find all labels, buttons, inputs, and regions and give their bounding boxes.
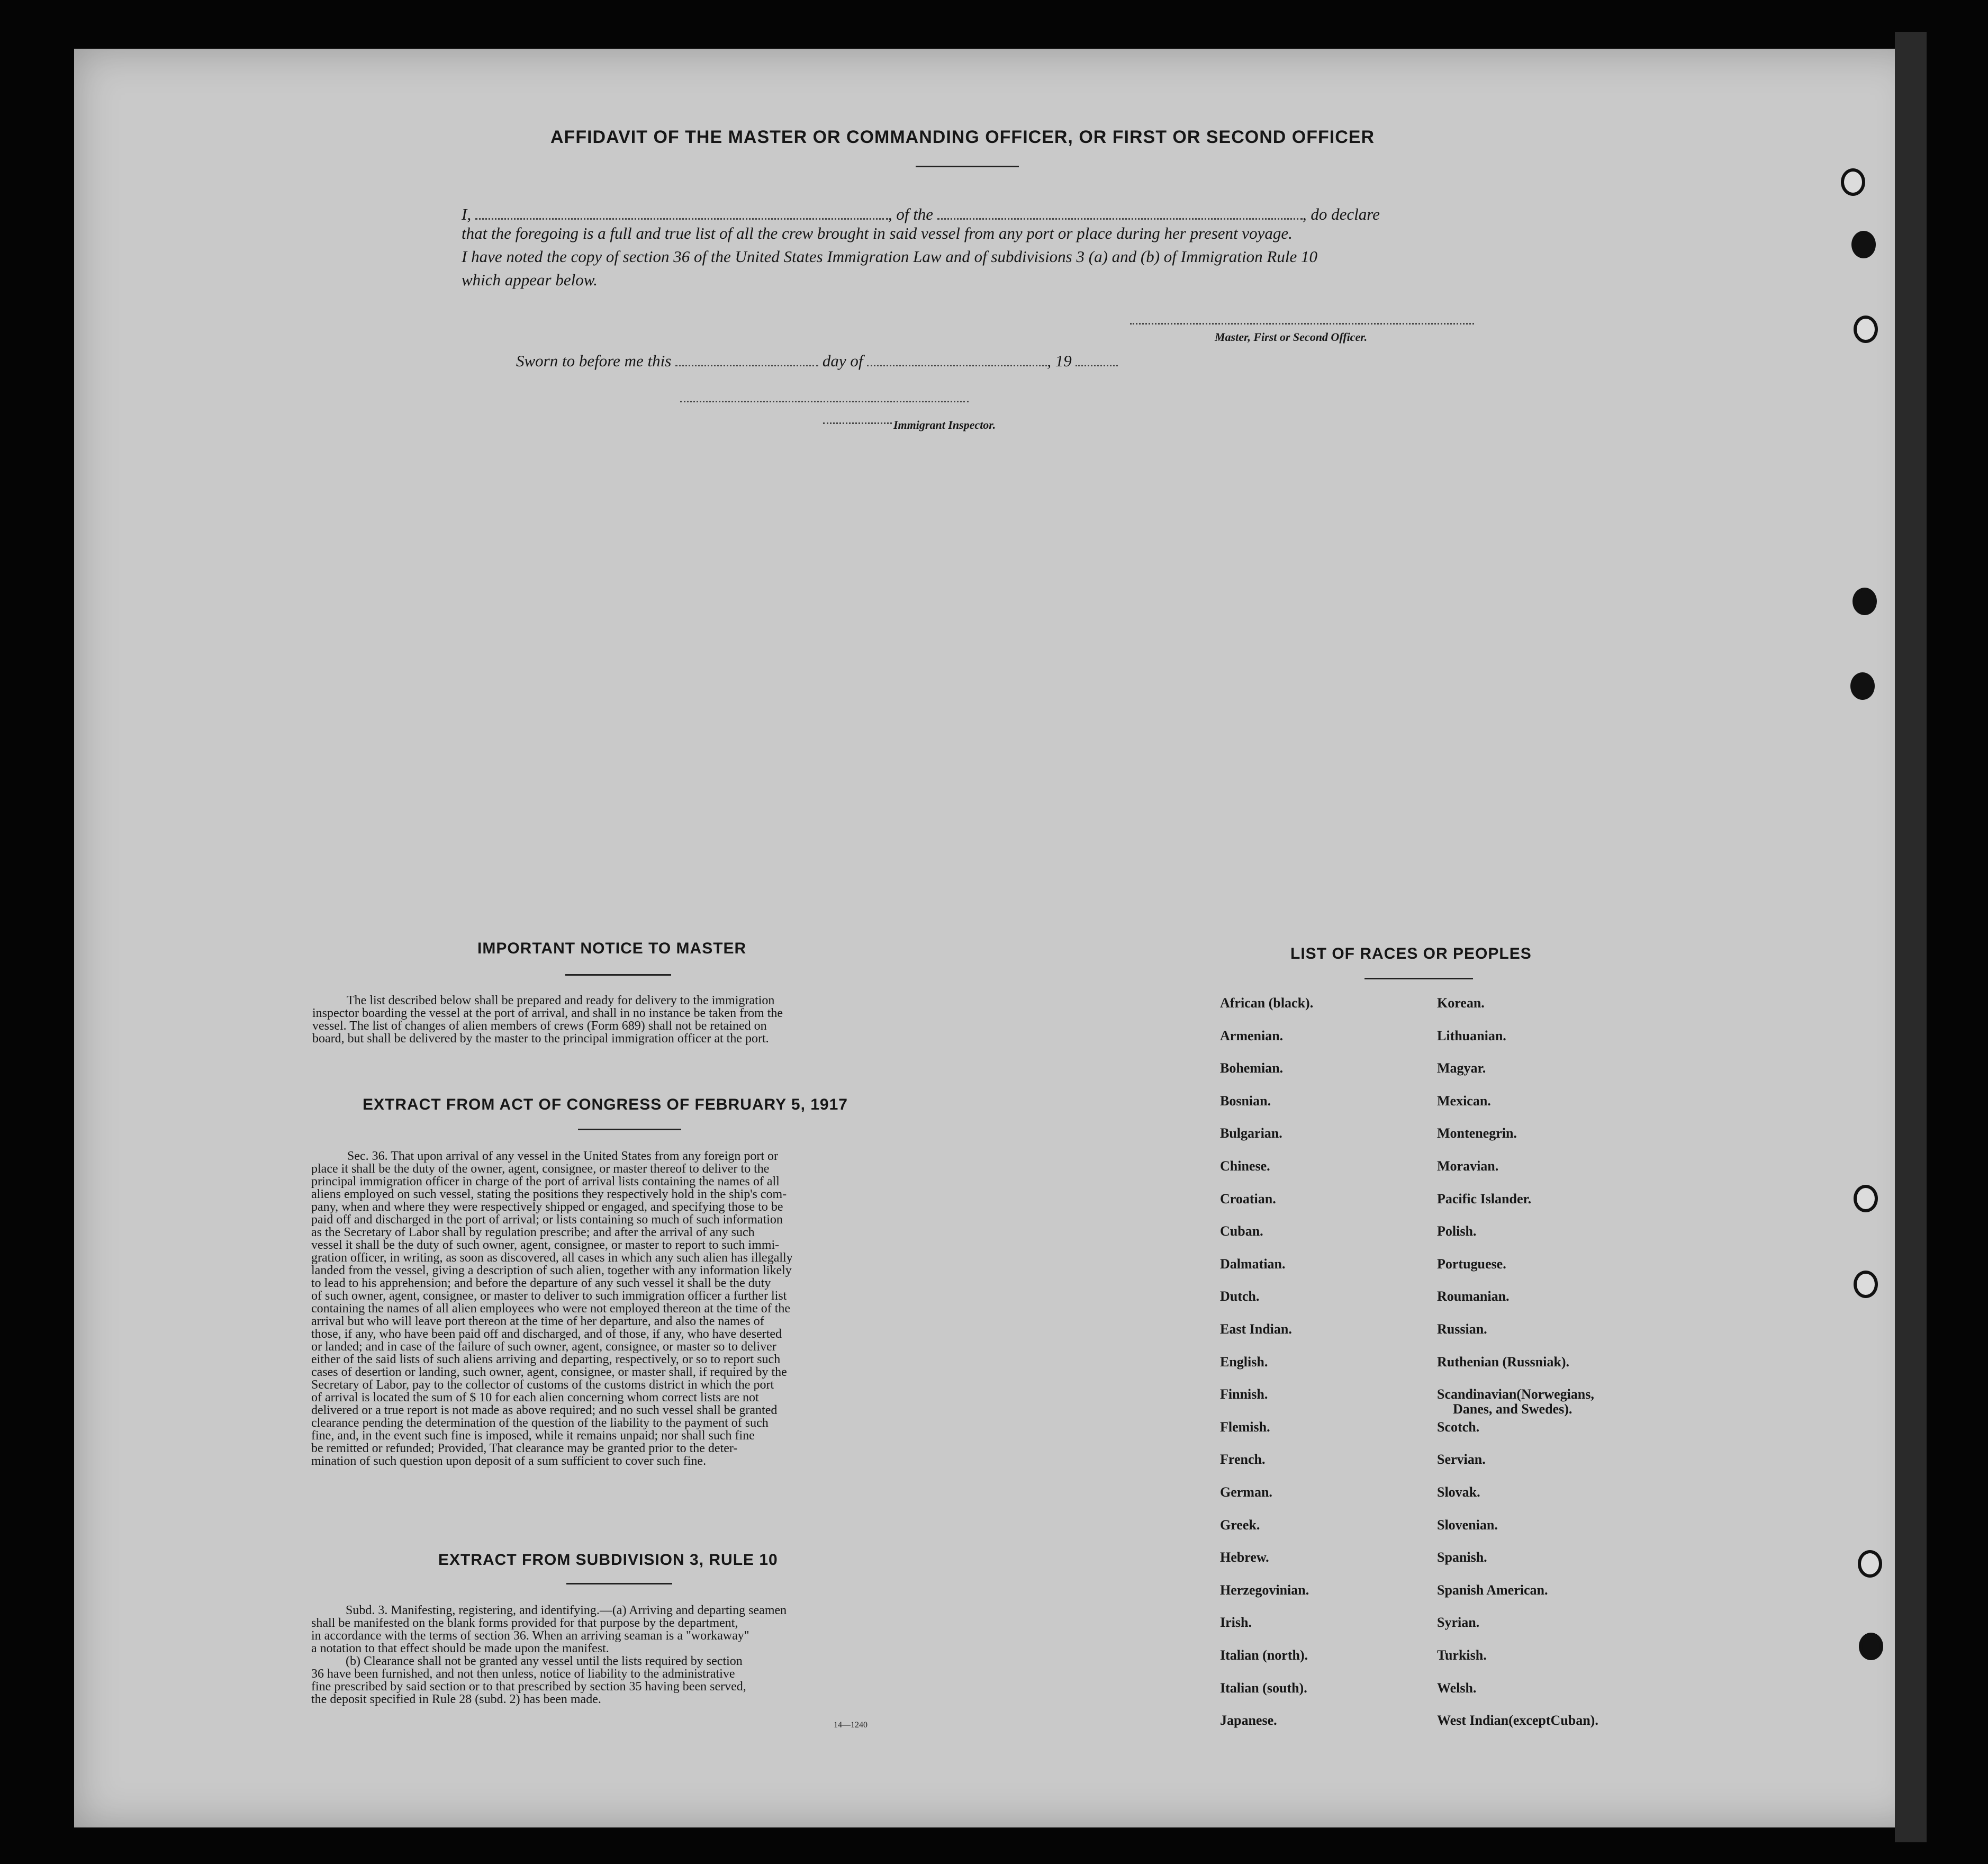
race-item: Syrian. xyxy=(1437,1615,1480,1631)
affidavit-of-the: , of the xyxy=(888,205,934,223)
rule-line: the deposit specified in Rule 28 (subd. 2) has been made. xyxy=(311,1692,601,1706)
affidavit-declare: , do declare xyxy=(1302,205,1380,223)
race-item: Chinese. xyxy=(1220,1158,1270,1174)
race-item: Russian. xyxy=(1437,1321,1487,1337)
race-item: Italian (south). xyxy=(1220,1680,1307,1696)
binder-hole-icon xyxy=(1854,1271,1878,1298)
race-item: Welsh. xyxy=(1437,1680,1477,1696)
notice-body xyxy=(312,994,929,1045)
act-title: EXTRACT FROM ACT OF CONGRESS OF FEBRUARY 5, 1917 xyxy=(363,1096,848,1113)
race-item: Flemish. xyxy=(1220,1419,1270,1435)
rule-line: (b) Clearance shall not be granted any vessel until the lists required by section xyxy=(346,1654,743,1668)
race-item: Bulgarian. xyxy=(1220,1125,1282,1141)
race-item: English. xyxy=(1220,1354,1268,1370)
act-line: gration officer, in writing, as soon as discovered, all cases in which any such alien has illegally xyxy=(311,1251,793,1265)
race-item: Pacific Islander. xyxy=(1437,1191,1532,1206)
race-item: East Indian. xyxy=(1220,1321,1292,1337)
sworn-month-blank[interactable] xyxy=(867,347,1047,366)
act-line: of such owner, agent, consignee, or master to deliver to such immigration officer a further list xyxy=(311,1289,787,1303)
act-line: pany, when and where they were respectively shipped or engaged, and specifying those to be xyxy=(311,1200,783,1214)
race-item: Dutch. xyxy=(1220,1289,1260,1304)
race-item: West Indian(exceptCuban). xyxy=(1437,1713,1598,1728)
race-item: Turkish. xyxy=(1437,1647,1487,1663)
act-line: Secretary of Labor, pay to the collector of customs of the customs district in which the port xyxy=(311,1378,774,1392)
rule-line: fine prescribed by said section or to that prescribed by section 35 having been served, xyxy=(311,1680,746,1694)
act-line: fine, and, in the event such fine is imposed, while it remains unpaid; nor shall such fine xyxy=(311,1429,755,1443)
race-item: Japanese. xyxy=(1220,1713,1277,1728)
race-item: Moravian. xyxy=(1437,1158,1499,1174)
notice-line: inspector boarding the vessel at the port of arrival, and shall in no instance be taken from the xyxy=(312,1006,783,1020)
notice-title: IMPORTANT NOTICE TO MASTER xyxy=(477,940,747,957)
sworn-line xyxy=(516,347,1118,371)
form-number: 14—1240 xyxy=(834,1721,868,1730)
race-item: Slovenian. xyxy=(1437,1517,1498,1533)
binder-hole-icon xyxy=(1854,316,1878,343)
act-line: containing the names of all alien employees who were not employed thereon at the time of the xyxy=(311,1302,791,1316)
affidavit-line-3: I have noted the copy of section 36 of the United States Immigration Law and of subdivisions 3 (a) and (b) of Immigration Rule 10 xyxy=(462,247,1317,266)
race-item: Croatian. xyxy=(1220,1191,1276,1206)
sworn-day-blank[interactable] xyxy=(675,347,818,366)
race-item: Herzegovinian. xyxy=(1220,1582,1309,1598)
sworn-year-blank[interactable] xyxy=(1076,347,1118,366)
notice-line: The list described below shall be prepared and ready for delivery to the immigration xyxy=(347,994,775,1007)
document-sheet xyxy=(74,49,1921,1827)
sworn-prefix: Sworn to before me this xyxy=(516,352,672,370)
act-line: be remitted or refunded; Provided, That clearance may be granted prior to the deter- xyxy=(311,1442,738,1455)
act-line: mination of such question upon deposit of a sum sufficient to cover such fine. xyxy=(311,1454,707,1468)
act-line: Sec. 36. That upon arrival of any vessel in the United States from any foreign port or xyxy=(347,1149,779,1163)
act-line: delivered or a true report is not made as above required; and no such vessel shall be granted xyxy=(311,1403,778,1417)
affidavit-line-2: that the foregoing is a full and true list of all the crew brought in said vessel from any port or place during her present voyage. xyxy=(462,224,1293,242)
race-item: Korean. xyxy=(1437,995,1485,1011)
affidavit-i: I, xyxy=(462,205,472,223)
binder-hole-icon xyxy=(1859,1633,1883,1660)
notice-line: board, but shall be delivered by the master to the principal immigration officer at the port. xyxy=(312,1032,769,1046)
notice-line: vessel. The list of changes of alien members of crews (Form 689) shall not be retained on xyxy=(312,1019,767,1033)
race-item: Montenegrin. xyxy=(1437,1125,1517,1141)
race-item: Irish. xyxy=(1220,1615,1252,1631)
affidavit-title: AFFIDAVIT OF THE MASTER OR COMMANDING OFFICER, OR FIRST OR SECOND OFFICER xyxy=(550,127,1375,147)
name-blank[interactable] xyxy=(475,200,888,220)
rule-body xyxy=(311,1604,928,1706)
race-item: Slovak. xyxy=(1437,1484,1480,1500)
rule-line: Subd. 3. Manifesting, registering, and identifying.—(a) Arriving and departing seamen xyxy=(346,1604,787,1617)
race-item: Hebrew. xyxy=(1220,1550,1269,1565)
act-line: as the Secretary of Labor shall by regulation prescribe; and after the arrival of any such xyxy=(311,1226,755,1239)
race-item: African (black). xyxy=(1220,995,1314,1011)
act-line: arrival but who will leave port thereon at the time of her departure, and also the names of xyxy=(311,1314,764,1328)
race-item: Polish. xyxy=(1437,1223,1477,1239)
race-item: Spanish American. xyxy=(1437,1582,1548,1598)
race-item: Roumanian. xyxy=(1437,1289,1510,1304)
race-item: Ruthenian (Russniak). xyxy=(1437,1354,1569,1370)
inspector-signature-line[interactable] xyxy=(680,401,969,402)
act-line: aliens employed on such vessel, stating the positions they respectively hold in the ship's com- xyxy=(311,1187,787,1201)
rule-title: EXTRACT FROM SUBDIVISION 3, RULE 10 xyxy=(438,1551,778,1569)
race-item: Servian. xyxy=(1437,1452,1486,1467)
race-item: Cuban. xyxy=(1220,1223,1263,1239)
master-signature-line[interactable] xyxy=(1130,323,1474,325)
race-item: Mexican. xyxy=(1437,1093,1491,1109)
binder-hole-icon xyxy=(1853,588,1877,615)
act-body xyxy=(311,1150,928,1467)
act-line: of arrival is located the sum of $ 10 for each alien concerning whom correct lists are not xyxy=(311,1391,759,1404)
sworn-year: , 19 xyxy=(1047,352,1072,370)
race-item: Finnish. xyxy=(1220,1386,1268,1402)
rule-underline xyxy=(566,1583,672,1584)
races-underline xyxy=(1365,978,1473,979)
binder-hole-icon xyxy=(1851,231,1876,258)
act-line: paid off and discharged in the port of arrival; or lists containing so much of such information xyxy=(311,1213,783,1227)
affidavit-line-1 xyxy=(462,200,1380,224)
race-item: Lithuanian. xyxy=(1437,1028,1506,1043)
race-item: Bohemian. xyxy=(1220,1060,1284,1076)
act-line: landed from the vessel, giving a description of such alien, together with any information likely xyxy=(311,1264,792,1277)
inspector-caption-leader xyxy=(823,422,892,424)
race-item: Armenian. xyxy=(1220,1028,1284,1043)
act-line: those, if any, who have been paid off and discharged, and of those, if any, who have deserted xyxy=(311,1327,782,1341)
master-signature-caption: Master, First or Second Officer. xyxy=(1215,330,1368,344)
race-item: German. xyxy=(1220,1484,1272,1500)
race-item: Dalmatian. xyxy=(1220,1256,1286,1272)
races-title: LIST OF RACES OR PEOPLES xyxy=(1290,945,1532,962)
binder-hole-icon xyxy=(1854,1185,1878,1212)
race-item: French. xyxy=(1220,1452,1266,1467)
race-item: Scotch. xyxy=(1437,1419,1480,1435)
rule-line: 36 have been furnished, and not then unless, notice of liability to the administrative xyxy=(311,1667,735,1681)
act-line: cases of desertion or landing, such owner, agent, consignee, or master shall, if required by the xyxy=(311,1365,787,1379)
act-line: principal immigration officer in charge of the port of arrival lists containing the names of all xyxy=(311,1175,780,1188)
race-item: Greek. xyxy=(1220,1517,1260,1533)
act-line: clearance pending the determination of the question of the liability to the payment of such xyxy=(311,1416,769,1430)
rule-line: shall be manifested on the blank forms provided for that purpose by the department, xyxy=(311,1616,738,1630)
sheet-edge xyxy=(1895,32,1927,1842)
act-line: or landed; and in case of the failure of such owner, agent, consignee, or master so to deliver xyxy=(311,1340,776,1354)
affidavit-line-4: which appear below. xyxy=(462,271,598,289)
vessel-blank[interactable] xyxy=(937,200,1303,220)
race-item: Scandinavian(Norwegians, xyxy=(1437,1386,1594,1402)
binder-hole-icon xyxy=(1858,1550,1882,1578)
title-underline xyxy=(916,166,1019,167)
race-item-continued: Danes, and Swedes). xyxy=(1453,1401,1573,1417)
notice-underline xyxy=(565,974,671,976)
race-item: Italian (north). xyxy=(1220,1647,1308,1663)
race-item: Magyar. xyxy=(1437,1060,1486,1076)
binder-hole-icon xyxy=(1850,672,1875,700)
act-line: either of the said lists of such aliens arriving and departing, respectively, or so to report such xyxy=(311,1353,781,1366)
inspector-caption: Immigrant Inspector. xyxy=(893,418,996,431)
rule-line: in accordance with the terms of section 36. When an arriving seaman is a "workaway" xyxy=(311,1629,749,1643)
act-line: to lead to his apprehension; and before the departure of any such vessel it shall be the duty xyxy=(311,1276,771,1290)
binder-hole-icon xyxy=(1841,168,1865,196)
race-item: Bosnian. xyxy=(1220,1093,1271,1109)
sworn-day-of: day of xyxy=(822,352,863,370)
race-item: Spanish. xyxy=(1437,1550,1487,1565)
act-line: place it shall be the duty of the owner, agent, consignee, or master thereof to deliver to the xyxy=(311,1162,770,1176)
rule-line: a notation to that effect should be made upon the manifest. xyxy=(311,1642,609,1655)
race-item: Portuguese. xyxy=(1437,1256,1506,1272)
act-underline xyxy=(578,1129,681,1130)
act-line: vessel it shall be the duty of such owner, agent, consignee, or master to report to such immi- xyxy=(311,1238,780,1252)
